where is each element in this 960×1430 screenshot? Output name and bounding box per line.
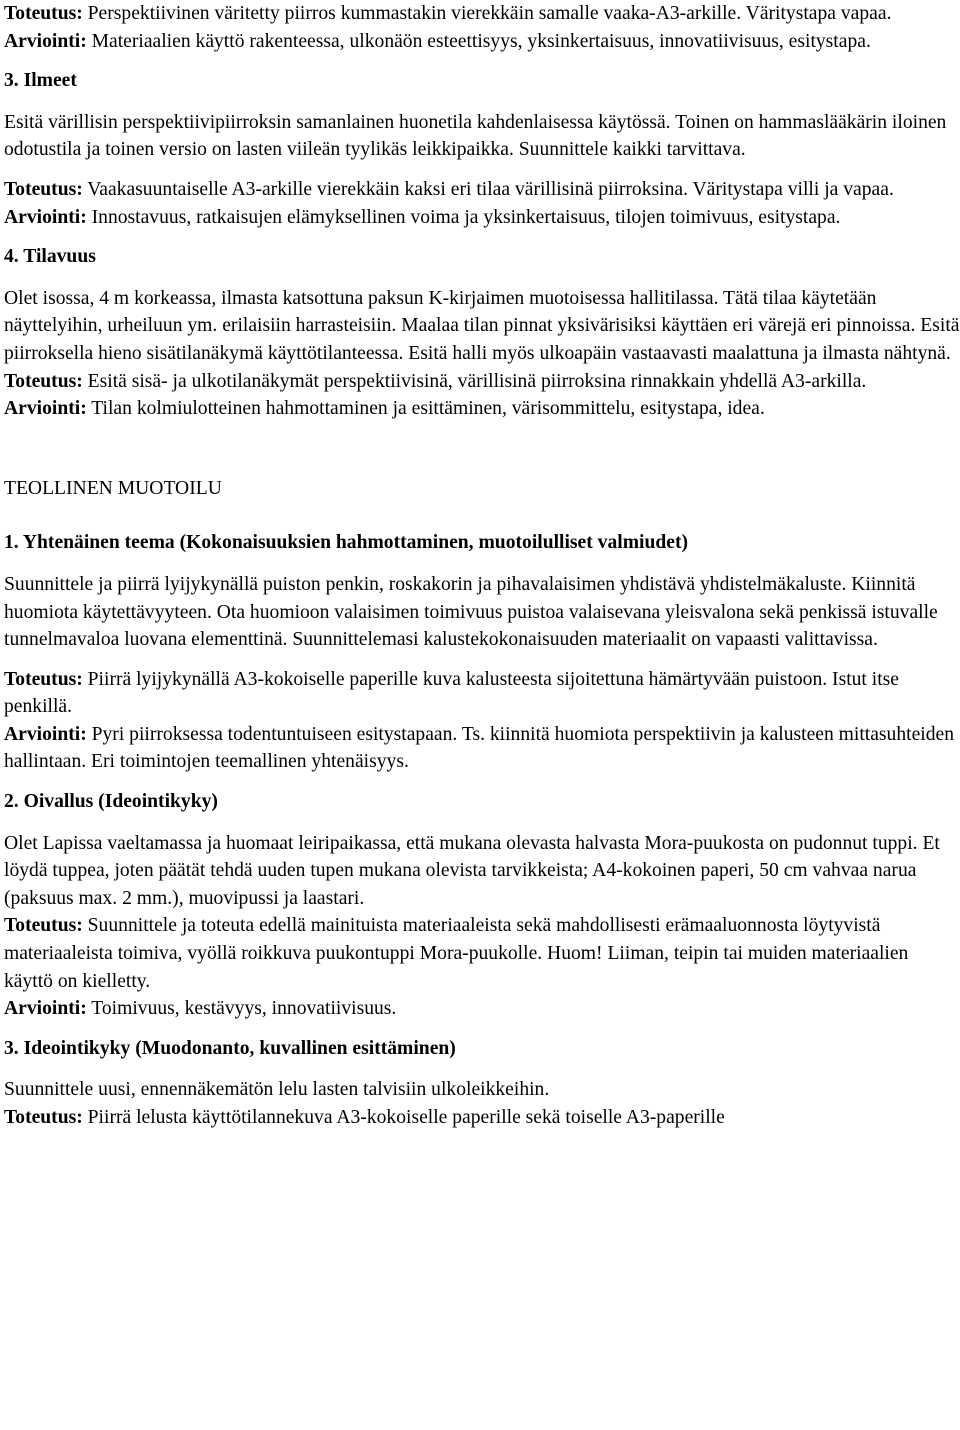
arviointi-paragraph [4,995,960,1023]
ilmeet-body: Esitä värillisin perspektiivipiirroksin samanlainen huonetila kahdenlaisessa käytössä. Toinen on hammaslääkärin iloinen odotustila ja toinen versio on lasten viileän tyylikäs leikkipaikka. Suunnittele kaikki tarvittava. [4,111,947,161]
arviointi-paragraph [4,204,960,232]
arviointi-text: Tilan kolmiulotteinen hahmottaminen ja esittäminen, värisommittelu, esitystapa, idea. [86,398,765,420]
toteutus-text: Esitä sisä- ja ulkotilanäkymät perspektiivisinä, värillisinä piirroksina rinnakkain yhdellä A3-arkilla. [82,370,867,392]
toteutus-label: Toteutus: [4,178,83,200]
toteutus-paragraph [4,912,960,995]
toteutus-label: Toteutus: [4,668,83,690]
toteutus-paragraph [4,666,960,721]
ideointikyky-body: Suunnittele uusi, ennennäkemätön lelu lasten talvisiin ulkoleikkeihin. [4,1079,550,1101]
toteutus-text: Piirrä lyijykynällä A3-kokoiselle paperille kuva kalusteesta sijoitettuna hämärtyvään puistoon. Istut itse penkillä. [4,668,899,718]
arviointi-label: Arviointi: [4,30,87,52]
arviointi-text: Pyri piirroksessa todentuntuiseen esitystapaan. Ts. kiinnitä huomiota perspektiivin ja kalusteen mittasuhteiden hallintaan. Eri toimintojen teemallinen yhtenäisyys. [4,723,955,773]
section-heading-teema: 1. Yhtenäinen teema (Kokonaisuuksien hahmottaminen, muotoilulliset valmiudet) [4,532,689,554]
toteutus-label: Toteutus: [4,3,83,24]
arviointi-text: Innostavuus, ratkaisujen elämyksellinen voima ja yksinkertaisuus, tilojen toimivuus, esitystapa. [86,206,841,228]
toteutus-paragraph [4,1104,960,1132]
section-heading-ideointikyky: 3. Ideointikyky (Muodonanto, kuvallinen esittäminen) [4,1037,456,1059]
arviointi-text: Materiaalien käyttö rakenteessa, ulkonäön esteettisyys, yksinkertaisuus, innovatiivisuus, esitystapa. [86,30,871,52]
toteutus-text: Vaakasuuntaiselle A3-arkille vierekkäin kaksi eri tilaa värillisinä piirroksina. Väritystapa villi ja vapaa. [82,178,894,200]
toteutus-label: Toteutus: [4,915,83,937]
toteutus-label: Toteutus: [4,370,83,392]
toteutus-paragraph [4,368,960,396]
tilavuus-body: Olet isossa, 4 m korkeassa, ilmasta katsottuna paksun K-kirjaimen muotoisessa hallitilassa. Tätä tilaa käytetään näyttelyihin, urheiluun ym. erilaisiin harrasteisiin. Maalaa tilan pinnat yksivärisiksi käyttäen eri värejä eri pinnoissa. Esitä piirroksella hieno sisätilanäkymä käyttötilanteessa. Esitä halli myös ulkoapäin vastaavasti maalattuna ja ilmasta nähtynä. [4,287,960,364]
section-heading-tilavuus: 4. Tilavuus [4,246,96,268]
toteutus-text: Suunnittele ja toteuta edellä mainituista materiaaleista sekä mahdollisesti erämaaluonnosta löytyvistä materiaaleista toimiva, vyöllä roikkuva puukontuppi Mora-puukolle. Huom! Liiman, teipin tai muiden materiaalien käyttö on kielletty. [4,915,909,992]
arviointi-paragraph [4,28,960,56]
arviointi-text: Toimivuus, kestävyys, innovatiivisuus. [86,998,397,1020]
arviointi-label: Arviointi: [4,723,87,745]
section-heading-oivallus: 2. Oivallus (Ideointikyky) [4,791,218,813]
oivallus-body: Olet Lapissa vaeltamassa ja huomaat leiripaikassa, että mukana olevasta halvasta Mora-puukosta on pudonnut tuppi. Et löydä tuppea, joten päätät tehdä uuden tupen mukana olevista tarvikkeista; A4-kokoinen paperi, 50 cm vahvaa narua (paksuus max. 2 mm.), muovipussi ja laastari. [4,832,940,909]
toteutus-text: Piirrä lelusta käyttötilannekuva A3-kokoiselle paperille sekä toiselle A3-paperille [82,1107,725,1128]
arviointi-label: Arviointi: [4,206,87,228]
arviointi-paragraph [4,721,960,776]
arviointi-label: Arviointi: [4,998,87,1020]
section-title: TEOLLINEN MUOTOILU [4,477,222,499]
arviointi-paragraph [4,395,960,423]
toteutus-paragraph [4,0,960,28]
teema-body: Suunnittele ja piirrä lyijykynällä puiston penkin, roskakorin ja pihavalaisimen yhdistävä yhdistelmäkaluste. Kiinnitä huomiota käytettävyyteen. Ota huomioon valaisimen toimivuus puistoa valaisevana yleisvalona sekä penkissä istuvalle tunnelmavaloa luovana elementtinä. Suunnittelemasi kalustekokonaisuuden materiaalit on vapaasti valittavissa. [4,573,938,651]
toteutus-text: Perspektiivinen väritetty piirros kummastakin vierekkäin samalle vaaka-A3-arkille. Väritystapa vapaa. [82,3,892,24]
arviointi-label: Arviointi: [4,398,87,420]
toteutus-paragraph [4,176,960,204]
section-heading-ilmeet: 3. Ilmeet [4,70,77,92]
toteutus-label: Toteutus: [4,1107,83,1128]
